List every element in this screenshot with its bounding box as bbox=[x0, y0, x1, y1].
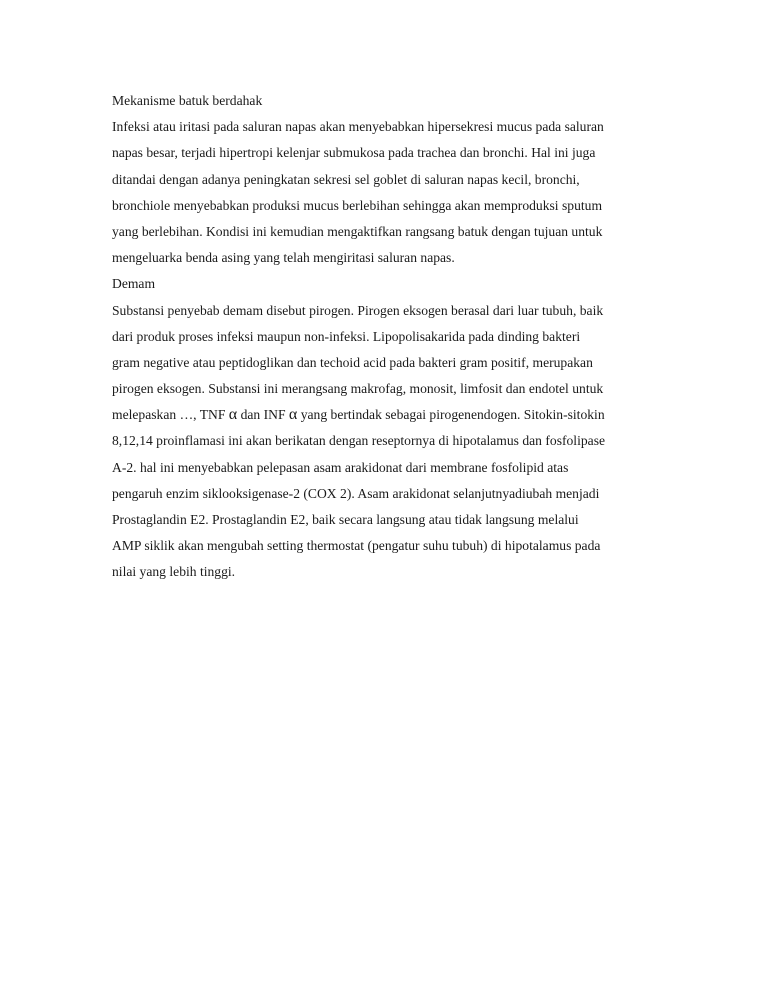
paragraph-line: mengeluarka benda asing yang telah mengiritasi saluran napas. bbox=[112, 250, 455, 266]
paragraph-line: ditandai dengan adanya peningkatan sekresi sel goblet di saluran napas kecil, bronchi, bbox=[112, 171, 580, 187]
paragraph-line: pengaruh enzim siklooksigenase-2 (COX 2). Asam arakidonat selanjutnyadiubah menjadi bbox=[112, 485, 600, 501]
paragraph-line: pirogen eksogen. Substansi ini merangsang makrofag, monosit, limfosit dan endotel untuk bbox=[112, 381, 604, 397]
paragraph-line: Infeksi atau iritasi pada saluran napas akan menyebabkan hipersekresi mucus pada saluran bbox=[112, 119, 604, 135]
paragraph-line: AMP siklik akan mengubah setting thermostat (pengatur suhu tubuh) di hipotalamus pada bbox=[112, 538, 601, 554]
text-segment: dan INF bbox=[237, 407, 289, 423]
text-segment: melepaskan …, TNF bbox=[112, 407, 229, 423]
paragraph-line: Prostaglandin E2. Prostaglandin E2, baik secara langsung atau tidak langsung melalui bbox=[112, 512, 579, 527]
paragraph-line: Substansi penyebab demam disebut pirogen. Pirogen eksogen berasal dari luar tubuh, baik bbox=[112, 302, 604, 318]
paragraph-line: gram negative atau peptidoglikan dan techoid acid pada bakteri gram positif, merupakan bbox=[112, 354, 593, 370]
section-heading-batuk: Mekanisme batuk berdahak bbox=[112, 93, 263, 108]
alpha-symbol: α bbox=[288, 406, 298, 424]
paragraph-line: napas besar, terjadi hipertropi kelenjar submukosa pada trachea dan bronchi. Hal ini juga bbox=[112, 145, 596, 161]
paragraph-line: yang berlebihan. Kondisi ini kemudian mengaktifkan rangsang batuk dengan tujuan untuk bbox=[112, 223, 603, 239]
text-segment: yang bertindak sebagai pirogenendogen. Sitokin-sitokin bbox=[297, 407, 605, 423]
alpha-symbol: α bbox=[228, 406, 238, 424]
paragraph-line: 8,12,14 proinflamasi ini akan berikatan dengan reseptornya di hipotalamus dan fosfolipase bbox=[112, 433, 606, 449]
paragraph-line-alpha bbox=[112, 402, 672, 428]
paragraph-line: dari produk proses infeksi maupun non-infeksi. Lipopolisakarida pada dinding bakteri bbox=[112, 328, 581, 344]
paragraph-line: nilai yang lebih tinggi. bbox=[112, 564, 236, 580]
paragraph-line: bronchiole menyebabkan produksi mucus berlebihan sehingga akan memproduksi sputum bbox=[112, 197, 603, 213]
paragraph-line: A-2. hal ini menyebabkan pelepasan asam arakidonat dari membrane fosfolipid atas bbox=[112, 459, 569, 475]
section-heading-demam: Demam bbox=[112, 276, 156, 292]
document-page bbox=[112, 88, 672, 586]
